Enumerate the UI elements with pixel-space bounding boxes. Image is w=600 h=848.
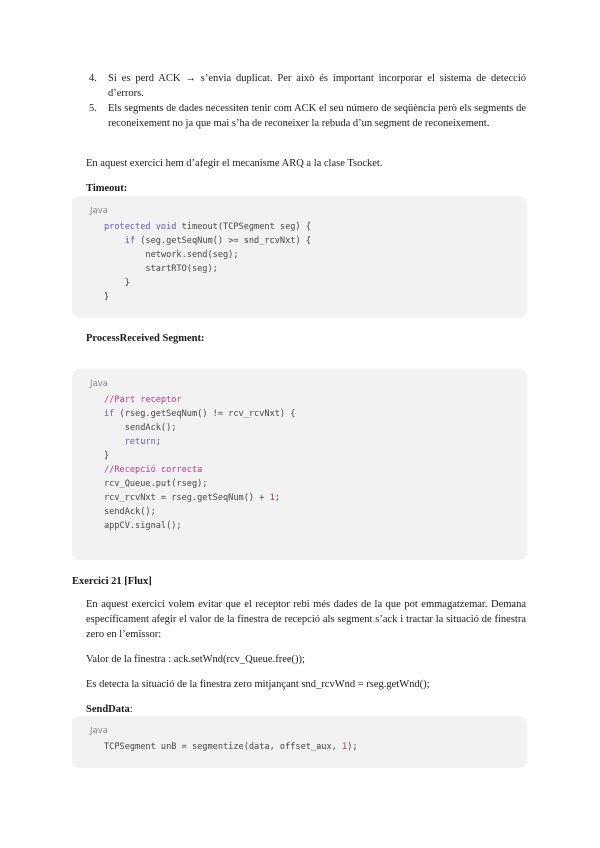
code-line <box>104 262 311 276</box>
code-keyword: if <box>104 409 115 419</box>
list-item <box>86 101 526 131</box>
code-language-label: Java <box>90 206 108 216</box>
timeout-heading: Timeout: <box>86 183 128 194</box>
senddata-heading <box>86 702 133 717</box>
code-comment: //Part receptor <box>104 395 182 405</box>
code-text: appCV.signal(); <box>104 521 182 531</box>
code-line <box>104 491 295 505</box>
code-line <box>104 463 295 477</box>
code-text: } <box>104 278 130 288</box>
code-line <box>104 435 295 449</box>
code-text: TCPSegment unB = segmentize(data, offset_aux, <box>104 742 342 752</box>
code-line <box>104 505 295 519</box>
process-received-heading: ProcessReceived Segment: <box>86 333 205 344</box>
code-text: ; <box>155 437 161 447</box>
code-line <box>104 220 311 234</box>
code-text: } <box>104 292 110 302</box>
code-number: 1 <box>269 493 275 503</box>
code-number: 1 <box>342 742 348 752</box>
code-text <box>104 236 125 246</box>
senddata-colon: : <box>129 704 133 715</box>
list-item-number: 5. <box>89 103 97 114</box>
code-text <box>104 437 125 447</box>
code-block-process <box>72 369 527 560</box>
code-keyword: if <box>124 236 136 246</box>
list-item-text: Si es perd ACK → s’envia duplicat. Per això és important incorporar el sistema de detecció d’errors. <box>108 73 526 99</box>
code-text: ); <box>347 742 358 752</box>
code-line <box>104 421 295 435</box>
code-text: ; <box>274 493 280 503</box>
code-keyword: protected void <box>104 222 177 232</box>
zero-window-detect-text: Es detecta la situació de la finestra zero mitjançant snd_rcvWnd = rseg.getWnd(); <box>86 679 430 690</box>
code-line <box>104 248 311 262</box>
section-paragraph: En aquest exercici volem evitar que el receptor rebi més dades de la que pot emmagatzemar. Demana específicament afegir el valor de la finestra de recepció als segment s’ack i tractar la situació de finestra zero en l’emissor: <box>86 599 526 640</box>
section-heading: Exercici 21 [Flux] <box>72 576 152 587</box>
senddata-label: SendData <box>86 704 130 715</box>
code-line <box>104 519 295 533</box>
code-text: timeout(TCPSegment seg) { <box>176 222 311 232</box>
code-block-senddata <box>72 716 527 768</box>
code-text: startRTO(seg); <box>104 264 218 274</box>
code-text: sendAck(); <box>104 423 177 433</box>
code-comment: //Recepció correcta <box>104 465 203 475</box>
window-value-text: Valor de la finestra : ack.setWnd(rcv_Queue.free()); <box>86 654 305 665</box>
code-text: rcv_rcvNxt = rseg.getSeqNum() + <box>104 493 270 503</box>
code-text: sendAck(); <box>104 507 156 517</box>
code-text: network.send(seg); <box>104 250 239 260</box>
code-line <box>104 276 311 290</box>
list-item <box>86 71 526 101</box>
code-content <box>104 740 358 754</box>
numbered-list <box>86 71 526 131</box>
code-line <box>104 407 295 421</box>
code-line <box>104 234 311 248</box>
code-content <box>104 220 311 304</box>
code-text: rcv_Queue.put(rseg); <box>104 479 208 489</box>
code-content <box>104 393 295 533</box>
intro-paragraph: En aquest exercici hem d’afegir el mecanisme ARQ a la clase Tsocket. <box>86 158 383 169</box>
code-line <box>104 477 295 491</box>
code-keyword: return <box>124 437 156 447</box>
code-line <box>104 393 295 407</box>
list-item-number: 4. <box>89 73 97 84</box>
code-line <box>104 449 295 463</box>
code-text: (rseg.getSeqNum() != rcv_rcvNxt) { <box>114 409 296 419</box>
code-text: } <box>104 451 110 461</box>
code-language-label: Java <box>90 726 108 736</box>
code-language-label: Java <box>90 379 108 389</box>
code-line <box>104 740 358 754</box>
code-block-timeout <box>72 196 527 318</box>
code-line <box>104 290 311 304</box>
code-text: (seg.getSeqNum() >= snd_rcvNxt) { <box>135 236 311 246</box>
list-item-text: Els segments de dades necessiten tenir com ACK el seu número de seqüència però els segments de reconeixement no ja que mai s’ha de reconeixer la rebuda d’un segment de reconeixement. <box>108 103 526 129</box>
